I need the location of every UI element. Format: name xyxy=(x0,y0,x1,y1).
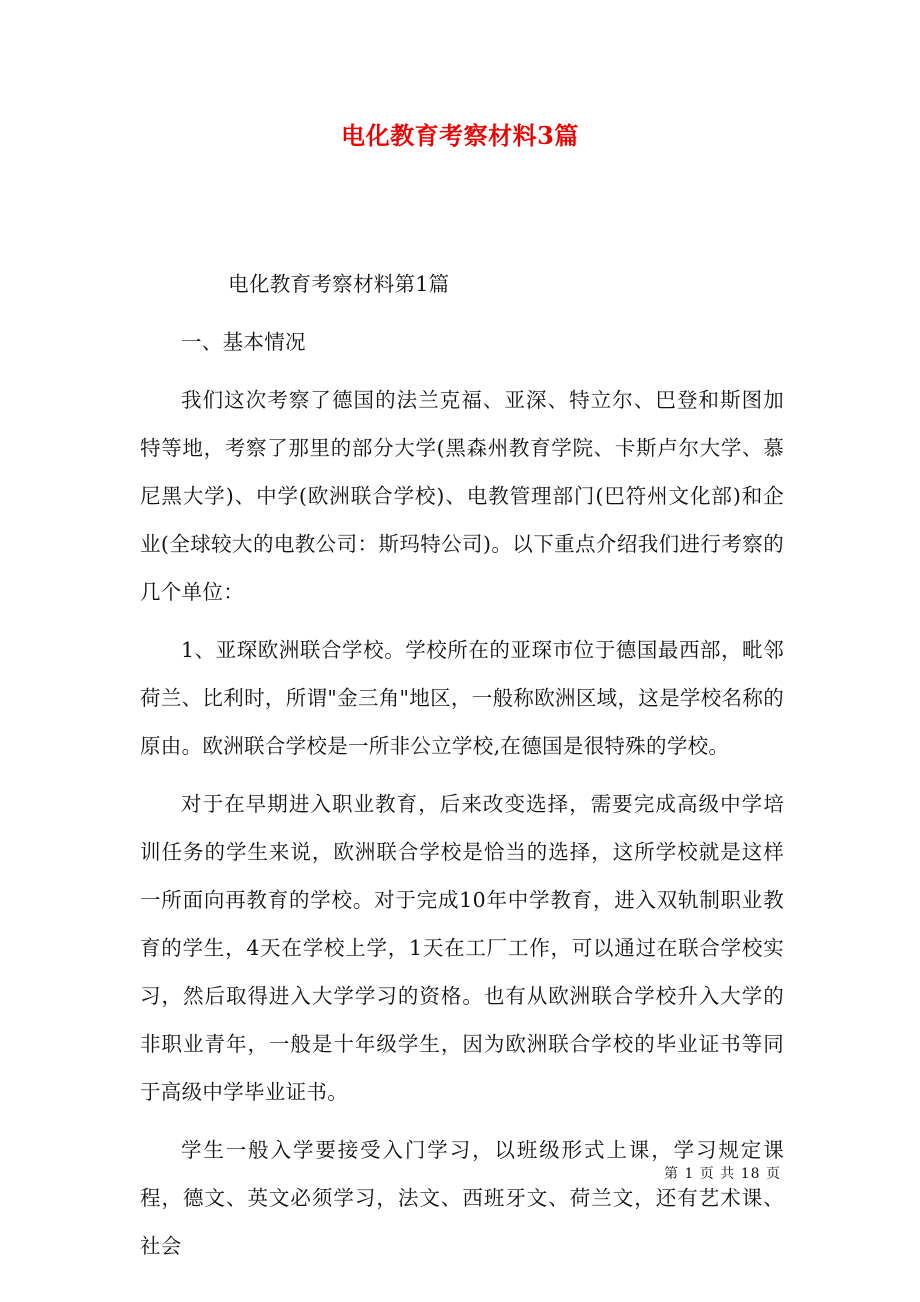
paragraph: 我们这次考察了德国的法兰克福、亚深、特立尔、巴登和斯图加特等地，考察了那里的部分大学(黑森州教育学院、卡斯卢尔大学、慕尼黑大学)、中学(欧洲联合学校)、电教管理部门(巴符州文化部)和企业(全球较大的电教公司：斯玛特公司)。以下重点介绍我们进行考察的几个单位： xyxy=(140,388,784,604)
section-heading: 一、基本情况 xyxy=(181,330,306,354)
page-number: 第 1 页 共 18 页 xyxy=(664,1166,781,1182)
document-title: 电化教育考察材料3篇 xyxy=(341,121,579,150)
paragraph: 1、亚琛欧洲联合学校。学校所在的亚琛市位于德国最西部，毗邻荷兰、比利时，所谓"金三角"地区，一般称欧洲区域，这是学校名称的原由。欧洲联合学校是一所非公立学校,在德国是很特殊的学校。 xyxy=(140,638,784,758)
paragraph: 对于在早期进入职业教育，后来改变选择，需要完成高级中学培训任务的学生来说，欧洲联合学校是恰当的选择，这所学校就是这样一所面向再教育的学校。对于完成10年中学教育，进入双轨制职业教育的学生，4天在学校上学，1天在工厂工作，可以通过在联合学校实习，然后取得进入大学学习的资格。也有从欧洲联合学校升入大学的非职业青年，一般是十年级学生，因为欧洲联合学校的毕业证书等同于高级中学毕业证书。 xyxy=(140,792,784,1104)
section-subtitle: 电化教育考察材料第1篇 xyxy=(228,272,450,296)
document-body xyxy=(140,260,784,1280)
paragraph: 学生一般入学要接受入门学习，以班级形式上课，学习规定课程，德文、英文必须学习，法文、西班牙文、荷兰文，还有艺术课、社会 xyxy=(140,1138,784,1258)
